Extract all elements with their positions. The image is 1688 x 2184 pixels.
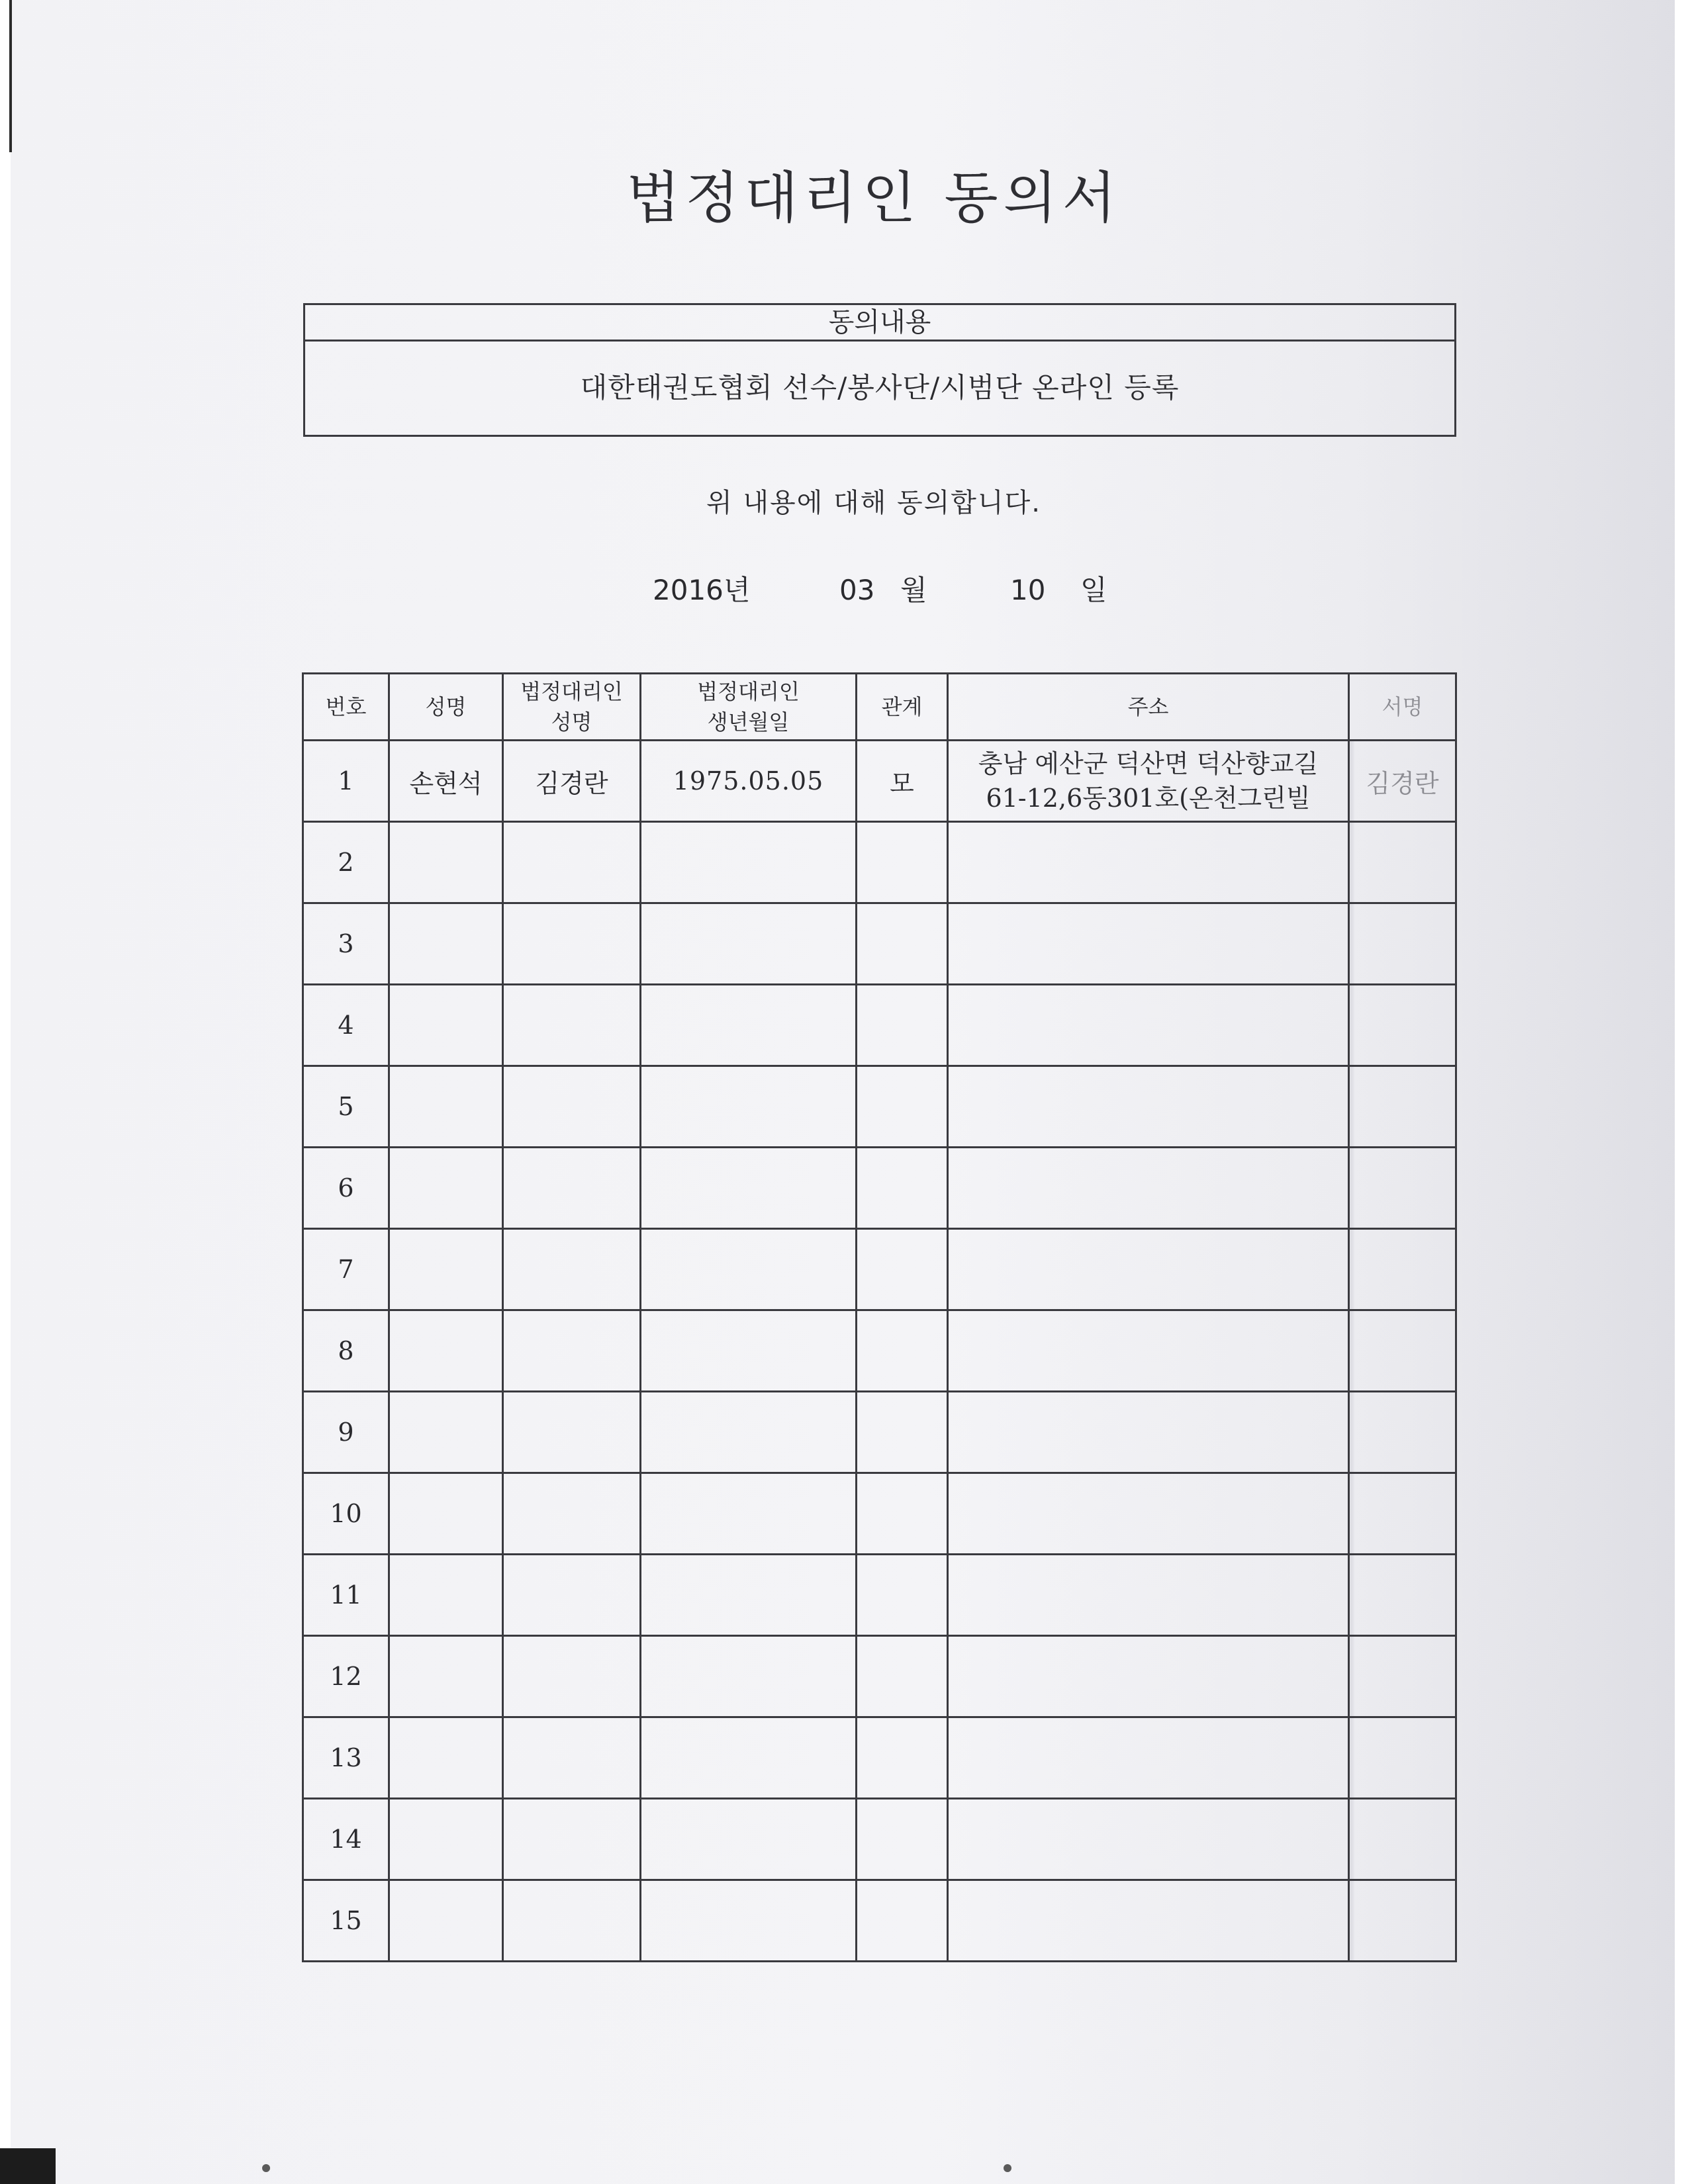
row-name (389, 1799, 503, 1880)
row-relation (857, 822, 948, 903)
row-name (389, 1066, 503, 1148)
row-relation (857, 985, 948, 1066)
scan-line-left (9, 0, 12, 152)
row-number: 9 (303, 1392, 389, 1473)
row-guardian-name (503, 1799, 641, 1880)
table-row (303, 985, 1456, 1066)
row-address (948, 1310, 1349, 1392)
row-guardian-name (503, 1310, 641, 1392)
header-guardian-name (503, 674, 641, 741)
consent-header: 동의내용 (305, 305, 1454, 341)
row-relation (857, 1148, 948, 1229)
row-guardian-birth (641, 985, 857, 1066)
document-title: 법정대리인 동의서 (626, 165, 1121, 230)
scan-dot (1004, 2164, 1011, 2172)
row-address (948, 985, 1349, 1066)
table-row (303, 1555, 1456, 1636)
row-name (389, 903, 503, 985)
row-number: 15 (303, 1880, 389, 1962)
header-guardian-name-line2: 성명 (551, 709, 592, 735)
row-signature (1349, 1229, 1456, 1310)
row-signature (1349, 1066, 1456, 1148)
row-relation (857, 1555, 948, 1636)
table-row (303, 822, 1456, 903)
agreement-text: 위 내용에 대해 동의합니다. (706, 488, 1041, 518)
row-name: 손현석 (389, 741, 503, 822)
row-name (389, 822, 503, 903)
table-row (303, 1636, 1456, 1717)
row-address (948, 1066, 1349, 1148)
header-name: 성명 (389, 674, 503, 741)
row-signature (1349, 903, 1456, 985)
table-row (303, 1799, 1456, 1880)
row-guardian-name (503, 1880, 641, 1962)
consent-content: 대한태권도협회 선수/봉사단/시범단 온라인 등록 (580, 371, 1180, 404)
table-row (303, 741, 1456, 822)
row-signature (1349, 1880, 1456, 1962)
header-guardian-name-line1: 법정대리인 (520, 679, 623, 704)
row-name (389, 985, 503, 1066)
row-relation (857, 1717, 948, 1799)
row-signature (1349, 1148, 1456, 1229)
row-address (948, 1880, 1349, 1962)
row-address (948, 1148, 1349, 1229)
row-number: 8 (303, 1310, 389, 1392)
date-month-unit: 월 (900, 574, 927, 606)
row-address-line1: 충남 예산군 덕산면 덕산향교길 (978, 749, 1319, 778)
row-guardian-name (503, 1148, 641, 1229)
row-guardian-name (503, 822, 641, 903)
date-year: 2016년 (653, 574, 751, 606)
row-number: 6 (303, 1148, 389, 1229)
row-number: 10 (303, 1473, 389, 1555)
row-address-line2: 61-12,6동301호(온천그린빌 (986, 784, 1311, 813)
row-address (948, 1555, 1349, 1636)
row-address (948, 741, 1349, 822)
header-address: 주소 (948, 674, 1349, 741)
row-name (389, 1717, 503, 1799)
row-number: 4 (303, 985, 389, 1066)
row-guardian-birth (641, 1555, 857, 1636)
table-row (303, 1066, 1456, 1148)
scan-dot (262, 2164, 270, 2172)
row-address (948, 1473, 1349, 1555)
row-guardian-name (503, 1636, 641, 1717)
scan-edge-left (0, 0, 11, 2184)
row-signature (1349, 985, 1456, 1066)
header-guardian-birth-line2: 생년월일 (707, 709, 790, 735)
row-signature (1349, 1473, 1456, 1555)
scan-corner (0, 2148, 56, 2184)
row-relation (857, 1799, 948, 1880)
header-signature: 서명 (1349, 674, 1456, 741)
row-signature (1349, 822, 1456, 903)
row-signature (1349, 1717, 1456, 1799)
row-relation (857, 1392, 948, 1473)
row-guardian-name (503, 1717, 641, 1799)
row-signature (1349, 1310, 1456, 1392)
row-guardian-birth (641, 1229, 857, 1310)
row-number: 7 (303, 1229, 389, 1310)
row-address (948, 1392, 1349, 1473)
consent-box (303, 303, 1456, 437)
row-signature (1349, 1392, 1456, 1473)
date-month-value: 03 (839, 574, 875, 606)
row-number: 14 (303, 1799, 389, 1880)
row-address (948, 903, 1349, 985)
row-guardian-birth (641, 822, 857, 903)
row-name (389, 1880, 503, 1962)
table-row (303, 1392, 1456, 1473)
row-relation: 모 (857, 741, 948, 822)
row-number: 5 (303, 1066, 389, 1148)
row-relation (857, 1066, 948, 1148)
table-row (303, 1310, 1456, 1392)
header-guardian-birth-line1: 법정대리인 (697, 679, 800, 704)
row-guardian-name: 김경란 (503, 741, 641, 822)
row-name (389, 1636, 503, 1717)
table-row (303, 1880, 1456, 1962)
scan-edge-right (1675, 0, 1688, 2184)
row-number: 1 (303, 741, 389, 822)
row-guardian-birth (641, 1310, 857, 1392)
row-address (948, 1229, 1349, 1310)
row-relation (857, 903, 948, 985)
row-relation (857, 1473, 948, 1555)
table-row (303, 903, 1456, 985)
row-guardian-birth (641, 1880, 857, 1962)
table-body (303, 741, 1456, 1962)
row-signature: 김경란 (1349, 741, 1456, 822)
row-guardian-birth (641, 1392, 857, 1473)
table-row (303, 1717, 1456, 1799)
row-number: 12 (303, 1636, 389, 1717)
row-signature (1349, 1555, 1456, 1636)
date-day-value: 10 (1010, 574, 1046, 606)
row-name (389, 1555, 503, 1636)
row-number: 11 (303, 1555, 389, 1636)
date-day-unit: 일 (1080, 574, 1107, 606)
row-guardian-birth (641, 1717, 857, 1799)
row-guardian-name (503, 903, 641, 985)
row-guardian-name (503, 985, 641, 1066)
row-address (948, 1799, 1349, 1880)
row-address (948, 1636, 1349, 1717)
row-guardian-birth: 1975.05.05 (641, 741, 857, 822)
row-name (389, 1392, 503, 1473)
row-guardian-birth (641, 1799, 857, 1880)
table-row (303, 1229, 1456, 1310)
row-address (948, 1717, 1349, 1799)
header-relation: 관계 (857, 674, 948, 741)
row-relation (857, 1310, 948, 1392)
row-name (389, 1148, 503, 1229)
row-relation (857, 1636, 948, 1717)
row-name (389, 1229, 503, 1310)
header-number: 번호 (303, 674, 389, 741)
row-name (389, 1310, 503, 1392)
row-relation (857, 1229, 948, 1310)
row-signature (1349, 1636, 1456, 1717)
row-address (948, 822, 1349, 903)
registry-table (302, 672, 1457, 1962)
table-row (303, 1473, 1456, 1555)
row-name (389, 1473, 503, 1555)
row-guardian-name (503, 1473, 641, 1555)
row-guardian-name (503, 1229, 641, 1310)
row-number: 3 (303, 903, 389, 985)
row-number: 2 (303, 822, 389, 903)
row-guardian-birth (641, 1148, 857, 1229)
row-guardian-birth (641, 1066, 857, 1148)
row-guardian-name (503, 1066, 641, 1148)
row-relation (857, 1880, 948, 1962)
row-signature (1349, 1799, 1456, 1880)
row-guardian-name (503, 1555, 641, 1636)
table-row (303, 1148, 1456, 1229)
header-guardian-birth (641, 674, 857, 741)
table-header-row (303, 674, 1456, 741)
row-guardian-name (503, 1392, 641, 1473)
row-number: 13 (303, 1717, 389, 1799)
row-guardian-birth (641, 1473, 857, 1555)
row-guardian-birth (641, 1636, 857, 1717)
row-guardian-birth (641, 903, 857, 985)
